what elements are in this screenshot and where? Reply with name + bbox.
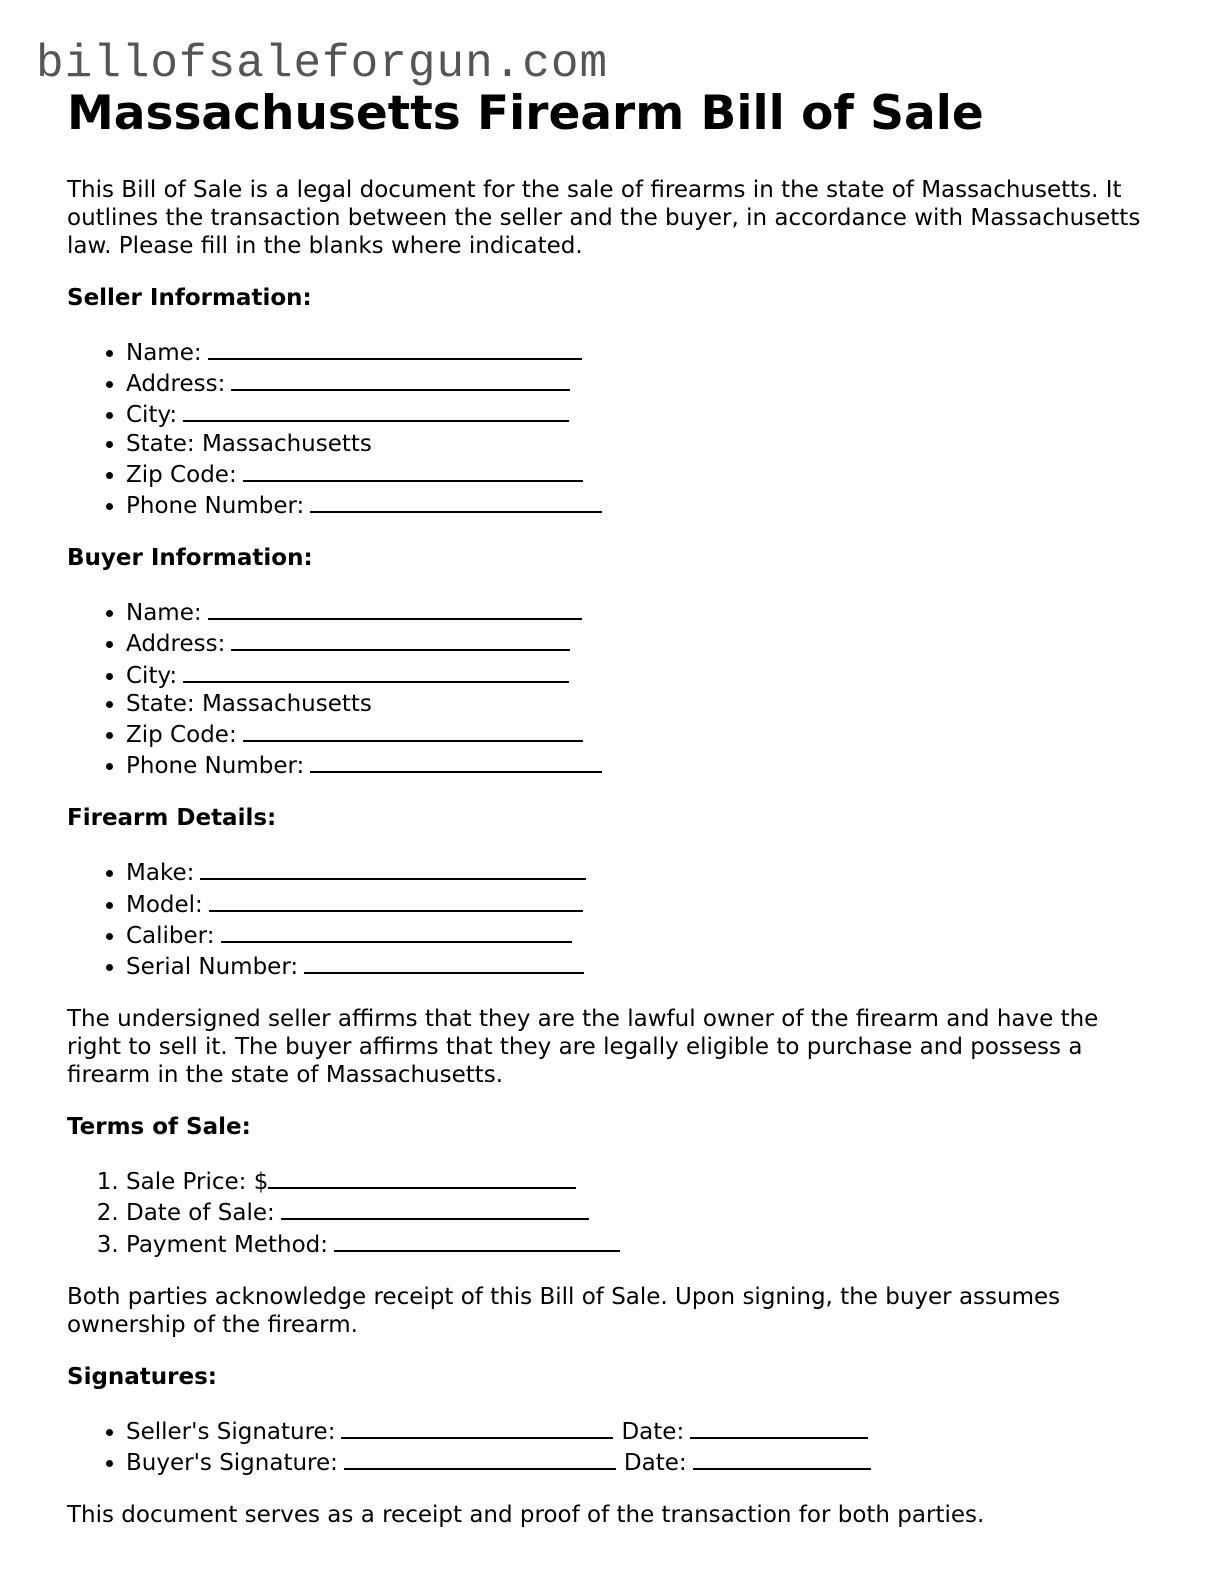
buyer-fields (67, 596, 1157, 780)
buyer-name-blank[interactable] (208, 596, 582, 620)
buyer-state-item (126, 690, 1157, 718)
seller-state-item (126, 430, 1157, 458)
firearm-make-blank[interactable] (200, 856, 586, 880)
seller-state-text: State: Massachusetts (126, 430, 372, 457)
buyer-address-label: Address: (126, 631, 226, 658)
seller-city-item (126, 398, 1157, 429)
firearm-fields (67, 856, 1157, 981)
terms-fields (67, 1165, 1157, 1259)
signatures-heading: Signatures: (67, 1363, 218, 1390)
buyer-state-text: State: Massachusetts (126, 690, 372, 717)
closing-paragraph: This document serves as a receipt and proof of the transaction for both parties. (67, 1502, 985, 1529)
firearm-serial-label: Serial Number: (126, 954, 299, 981)
firearm-model-blank[interactable] (209, 888, 583, 912)
seller-name-blank[interactable] (208, 336, 582, 360)
seller-zip-item (126, 458, 1157, 489)
firearm-model-item (126, 888, 1157, 919)
seller-address-label: Address: (126, 371, 226, 398)
firearm-caliber-blank[interactable] (221, 919, 572, 943)
firearm-caliber-item (126, 919, 1157, 950)
buyer-date-label: Date: (623, 1450, 687, 1477)
sale-date-blank[interactable] (281, 1196, 589, 1220)
buyer-signature-item (126, 1446, 1157, 1477)
affirmation-paragraph: The undersigned seller affirms that they are the lawful owner of the firearm and have the right to sell it. The buyer affirms that they are legally eligible to purchase and possess a firearm in the state of Massachusetts. (67, 1006, 1099, 1089)
bill-of-sale-document (67, 84, 1157, 1529)
terms-payment-label: Payment Method: (126, 1231, 329, 1258)
buyer-zip-label: Zip Code: (126, 722, 237, 749)
seller-date-blank[interactable] (690, 1415, 868, 1439)
buyer-name-label: Name: (126, 600, 202, 627)
buyer-zip-item (126, 718, 1157, 749)
buyer-city-blank[interactable] (183, 659, 569, 683)
firearm-make-item (126, 856, 1157, 887)
buyer-date-blank[interactable] (693, 1446, 871, 1470)
buyer-name-item (126, 596, 1157, 627)
buyer-phone-label: Phone Number: (126, 753, 305, 780)
seller-name-item (126, 336, 1157, 367)
firearm-serial-item (126, 950, 1157, 981)
buyer-phone-blank[interactable] (310, 749, 602, 773)
seller-fields (67, 336, 1157, 520)
seller-phone-blank[interactable] (310, 489, 602, 513)
buyer-city-label: City: (126, 662, 178, 689)
terms-price-item (126, 1165, 1157, 1196)
terms-date-item (126, 1196, 1157, 1227)
seller-signature-item (126, 1415, 1157, 1446)
buyer-phone-item (126, 749, 1157, 780)
acknowledgement-paragraph: Both parties acknowledge receipt of this Bill of Sale. Upon signing, the buyer assumes ownership of the firearm. (67, 1283, 1061, 1338)
signature-fields (67, 1415, 1157, 1477)
site-watermark: billofsaleforgun.com (36, 38, 609, 90)
sale-price-blank[interactable] (268, 1165, 576, 1189)
terms-heading: Terms of Sale: (67, 1114, 251, 1141)
buyer-signature-blank[interactable] (344, 1446, 616, 1470)
seller-signature-blank[interactable] (341, 1415, 613, 1439)
buyer-signature-label: Buyer's Signature: (126, 1450, 338, 1477)
buyer-address-item (126, 627, 1157, 658)
firearm-make-label: Make: (126, 860, 195, 887)
terms-price-label: Sale Price: $ (126, 1169, 269, 1196)
seller-signature-label: Seller's Signature: (126, 1418, 336, 1445)
payment-method-blank[interactable] (334, 1228, 620, 1252)
seller-phone-item (126, 489, 1157, 520)
seller-name-label: Name: (126, 340, 202, 366)
intro-paragraph: This Bill of Sale is a legal document for the sale of firearms in the state of Massachusetts. It outlines the transaction between the seller and the buyer, in accordance with Massachusetts law. Please fill in the blanks where indicated. (67, 177, 1141, 259)
seller-address-item (126, 367, 1157, 398)
buyer-address-blank[interactable] (231, 627, 570, 651)
firearm-heading: Firearm Details: (67, 805, 277, 832)
firearm-serial-blank[interactable] (304, 950, 584, 974)
seller-zip-blank[interactable] (243, 458, 583, 482)
terms-date-label: Date of Sale: (126, 1200, 275, 1227)
seller-city-label: City: (126, 402, 178, 429)
document-title: Massachusetts Firearm Bill of Sale (67, 86, 984, 141)
seller-date-label: Date: (621, 1418, 685, 1445)
buyer-city-item (126, 659, 1157, 690)
firearm-caliber-label: Caliber: (126, 922, 215, 949)
buyer-heading: Buyer Information: (67, 545, 313, 572)
seller-heading: Seller Information: (67, 285, 312, 311)
seller-city-blank[interactable] (183, 398, 569, 422)
buyer-zip-blank[interactable] (243, 718, 583, 742)
terms-payment-item (126, 1228, 1157, 1259)
seller-phone-label: Phone Number: (126, 493, 305, 520)
seller-zip-label: Zip Code: (126, 461, 237, 488)
seller-address-blank[interactable] (231, 367, 570, 391)
firearm-model-label: Model: (126, 891, 203, 918)
